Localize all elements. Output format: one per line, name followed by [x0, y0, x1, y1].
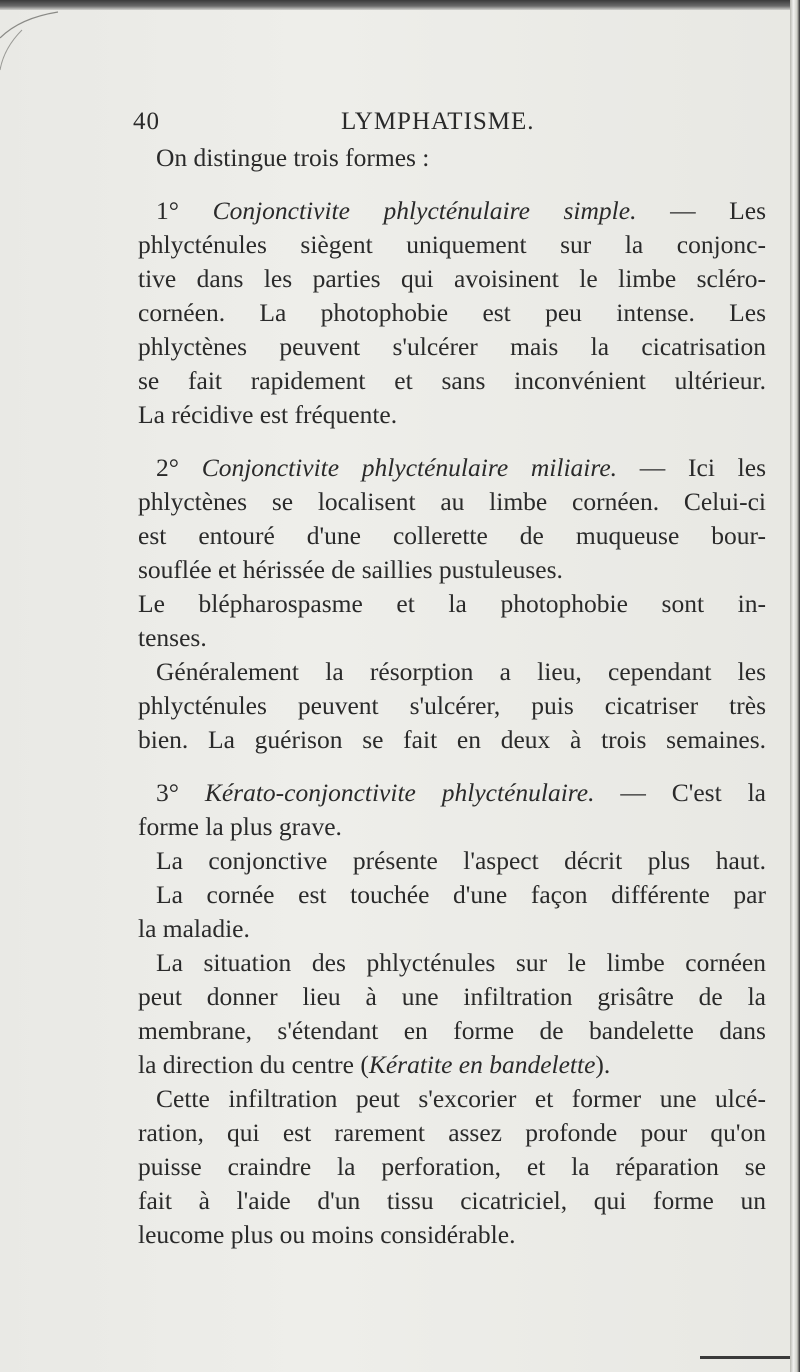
- paragraph-text: — C'est la: [620, 778, 766, 807]
- paragraph-line: leucome plus ou moins considérable.: [138, 1220, 516, 1249]
- paragraph-line: se fait rapidement et sans inconvénient ultérieur.: [138, 366, 766, 395]
- paragraph-line: La conjonctive présente l'aspect décrit plus haut.: [156, 846, 766, 875]
- section-forme-2: [138, 451, 766, 757]
- paragraph-line: Généralement la résorption a lieu, cependant les: [156, 657, 766, 686]
- page-top-edge: [0, 0, 790, 10]
- section-heading-line: [138, 194, 766, 228]
- paragraph-line: phlycténules siègent uniquement sur la conjonc-: [138, 230, 766, 259]
- paragraph-line: peut donner lieu à une infiltration grisâtre de la: [138, 982, 766, 1011]
- paragraph-line: forme la plus grave.: [138, 812, 342, 841]
- section-title: Kérato-conjonctivite phlycténulaire.: [204, 778, 595, 807]
- intro-text: On distingue trois formes :: [156, 143, 430, 172]
- paragraph-line: membrane, s'étendant en forme de bandelette dans: [138, 1016, 766, 1045]
- paragraph-line: fait à l'aide d'un tissu cicatriciel, qui forme un: [138, 1186, 766, 1215]
- paragraph-line: Cette infiltration peut s'excorier et former une ulcé-: [156, 1084, 766, 1113]
- paragraph-line: la maladie.: [138, 914, 250, 943]
- section-heading-line: [138, 451, 766, 485]
- paragraph-line: puisse craindre la perforation, et la réparation se: [138, 1152, 766, 1181]
- paragraph-text: la direction du centre (: [138, 1050, 369, 1079]
- page-number: 40: [133, 108, 160, 135]
- paragraph-text: ).: [595, 1050, 611, 1079]
- paragraph-line: [138, 1048, 766, 1082]
- paragraph-text: — Les: [670, 196, 766, 225]
- paragraph-line: La situation des phlycténules sur le limbe cornéen: [156, 948, 766, 977]
- page-corner-curl: [0, 8, 60, 78]
- paragraph-line: tive dans les parties qui avoisinent le limbe scléro-: [138, 264, 766, 293]
- paragraph-line: La cornée est touchée d'une façon différente par: [156, 880, 766, 909]
- paragraph-line: phlycténules peuvent s'ulcérer, puis cicatriser très: [138, 691, 766, 720]
- section-title: Conjonctivite phlycténulaire miliaire.: [201, 453, 618, 482]
- body-text: [138, 141, 766, 1252]
- paragraph-line: cornéen. La photophobie est peu intense. Les: [138, 298, 766, 327]
- running-title: LYMPHATISME.: [341, 108, 535, 135]
- paragraph-line: Le blépharospasme et la photophobie sont in-: [138, 589, 766, 618]
- paragraph-line: tenses.: [138, 623, 207, 652]
- paragraph-line: phlyctènes peuvent s'ulcérer mais la cicatrisation: [138, 332, 766, 361]
- section-number: 1°: [156, 196, 179, 225]
- page-right-edge: [790, 0, 800, 1372]
- section-heading-line: [138, 776, 766, 810]
- paragraph-line: ration, qui est rarement assez profonde pour qu'on: [138, 1118, 766, 1147]
- paragraph-line: souflée et hérissée de saillies pustuleuses.: [138, 555, 563, 584]
- section-number: 2°: [156, 453, 179, 482]
- paragraph-text: — Ici les: [639, 453, 766, 482]
- section-forme-1: [138, 194, 766, 432]
- section-title: Conjonctivite phlycténulaire simple.: [212, 196, 637, 225]
- page-header: [133, 108, 763, 138]
- paragraph-line: bien. La guérison se fait en deux à trois semaines.: [138, 725, 766, 754]
- paragraph-line: phlyctènes se localisent au limbe cornéen. Celui-ci: [138, 487, 766, 516]
- paragraph-line: est entouré d'une collerette de muqueuse bour-: [138, 521, 766, 550]
- paragraph-line: La récidive est fréquente.: [138, 400, 398, 429]
- intro-line: [138, 141, 766, 175]
- italic-term: Kératite en bandelette: [368, 1050, 596, 1079]
- section-forme-3: [138, 776, 766, 1252]
- section-number: 3°: [156, 778, 179, 807]
- page-bottom-edge: [700, 1356, 790, 1359]
